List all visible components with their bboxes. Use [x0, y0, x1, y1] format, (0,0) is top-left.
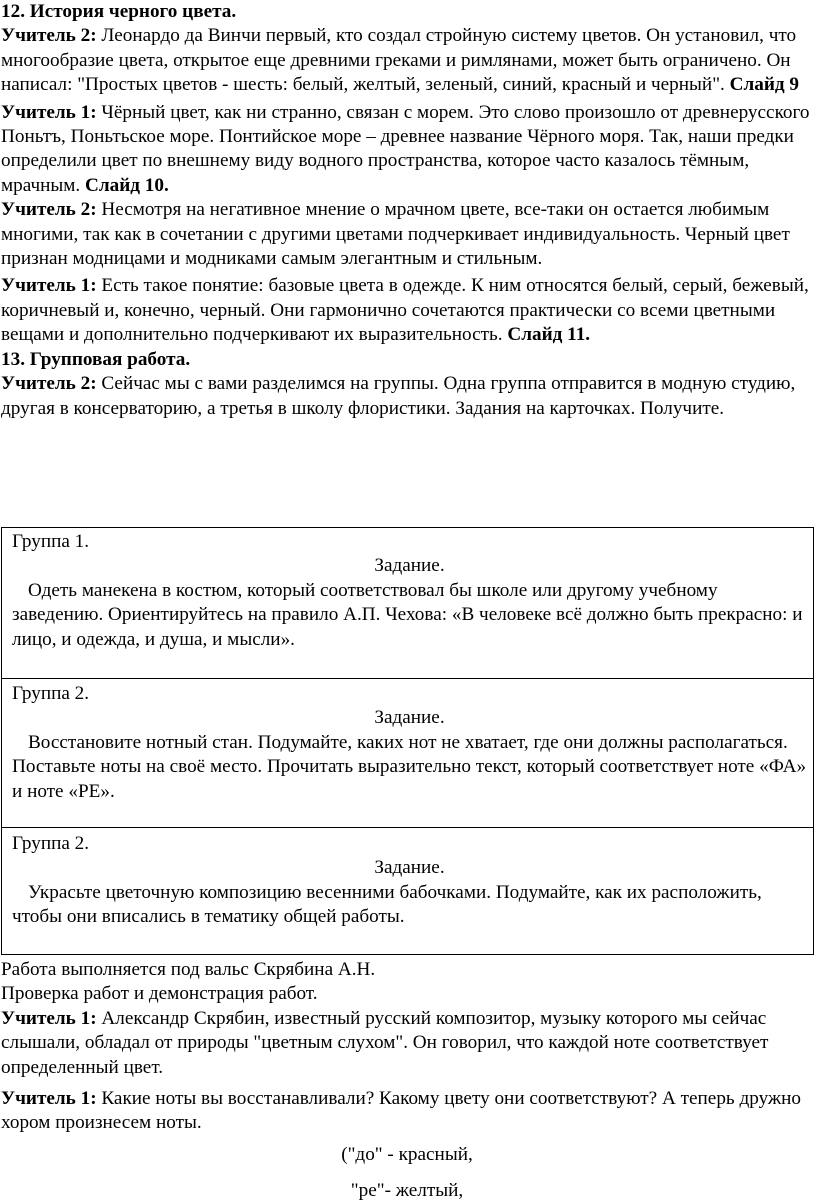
note-line: ("до" - красный, — [341, 1144, 473, 1165]
card-task-label: Задание. — [374, 857, 445, 879]
slide-ref: Слайд 9 — [729, 74, 800, 96]
note-line: "ре"- желтый, — [350, 1180, 464, 1202]
paragraph-1: Учитель 2: Леонардо да Винчи первый, кто создал стройную систему цветов. Он установил, что многообразие цвета, открытое еще древними греками и римлянами, может быть ограничено. Он написал: "Простых цветов - шесть: белый, желтый, зеленый, синий, красный и черный". Слайд 9 — [1, 25, 800, 96]
slide-ref: Слайд 11. — [507, 324, 591, 346]
card-group-label: Группа 1. — [12, 531, 90, 552]
speaker-label: Учитель 2: — [1, 199, 97, 221]
section-13-title: 13. Групповая работа. — [1, 348, 191, 370]
paragraph-5: Учитель 2: Сейчас мы с вами разделимся на группы. Одна группа отправится в модную студию, другая в консерваторию, а третья в школу флористики. Задания на карточках. Получите. — [1, 373, 796, 419]
card-group-label: Группа 2. — [12, 683, 90, 704]
card-task-text: Одеть манекена в костюм, который соответствовал бы школе или другому учебному заведению. Ориентируйтесь на правило А.П. Чехова: «В человеке всё должно быть прекрасно: и лицо, и одежда, и душа, и мысли». — [12, 579, 803, 650]
card-task-label: Задание. — [374, 555, 445, 577]
notes-list — [0, 1143, 816, 1204]
line-check: Проверка работ и демонстрация работ. — [1, 983, 318, 1005]
speaker-label: Учитель 2: — [1, 373, 97, 395]
line-waltz: Работа выполняется под вальс Скрябина А.Н. — [1, 959, 376, 980]
paragraph-notes-question: Учитель 1: Какие ноты вы восстанавливали? Какому цвету они соответствуют? А теперь дружно хором произнесем ноты. — [1, 1088, 802, 1134]
paragraph-4: Учитель 1: Есть такое понятие: базовые цвета в одежде. К ним относятся белый, серый, бежевый, коричневый и, конечно, черный. Они гармонично сочетаются практически со всеми цветными вещами и дополнительно подчеркивают их выразительность. Слайд 11. — [1, 275, 809, 346]
paragraph-scriabin: Учитель 1: Александр Скрябин, известный русский композитор, музыку которого мы сейчас слышали, обладал от природы "цветным слухом". Он говорил, что каждой ноте соответствует определенный цвет. — [1, 1007, 769, 1078]
slide-ref: Слайд 10. — [85, 174, 169, 196]
task-card-2 — [1, 678, 814, 827]
speaker-label: Учитель 1: — [1, 275, 97, 297]
section-12 — [0, 0, 816, 421]
section-12-title: 12. История черного цвета. — [1, 1, 237, 22]
card-task-text: Восстановите нотный стан. Подумайте, каких нот не хватает, где они должны располагаться. Поставьте ноты на своё место. Прочитать выразительно текст, который соответствует ноте «ФА» и ноте «РЕ». — [12, 731, 807, 802]
speaker-label: Учитель 2: — [1, 25, 97, 47]
paragraph-3: Учитель 2: Несмотря на негативное мнение о мрачном цвете, все-таки он остается любимым многими, так как в сочетании с другими цветами подчеркивает индивидуальность. Черный цвет признан модницами и модниками самым элегантным и стильным. — [1, 199, 790, 270]
speaker-label: Учитель 1: — [1, 101, 97, 123]
task-card-3 — [1, 827, 814, 955]
speaker-label: Учитель 1: — [1, 1007, 97, 1029]
speaker-label: Учитель 1: — [1, 1088, 97, 1110]
card-task-text: Украсьте цветочную композицию весенними бабочками. Подумайте, как их расположить, чтобы они вписались в тематику общей работы. — [12, 881, 762, 928]
paragraph-2: Учитель 1: Чёрный цвет, как ни странно, связан с морем. Это слово произошло от древнерусского Поньтъ, Поньтьское море. Понтийское море – древнее название Чёрного моря. Так, наши предки определили цвет по внешнему виду водного пространства, которое часто казалось тёмным, мрачным. Слайд 10. — [1, 101, 810, 196]
task-card-1 — [1, 527, 814, 678]
after-cards — [0, 958, 816, 1136]
card-group-label: Группа 2. — [12, 833, 90, 854]
card-task-label: Задание. — [374, 707, 445, 729]
